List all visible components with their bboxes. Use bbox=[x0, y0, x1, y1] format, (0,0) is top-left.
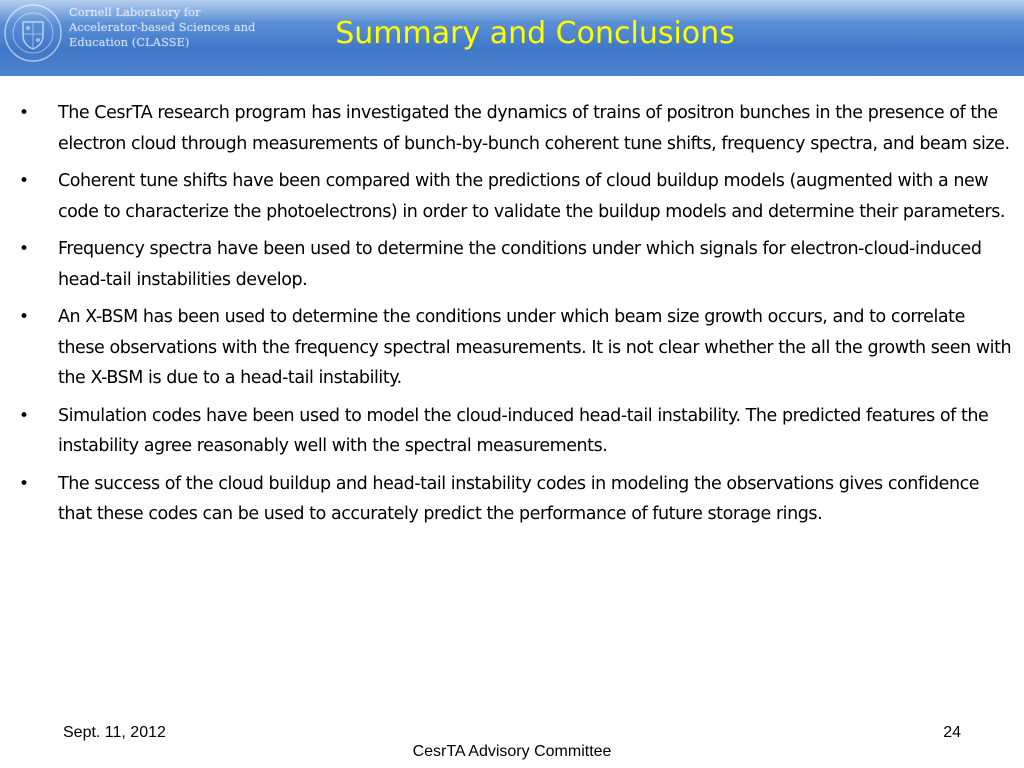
org-name bbox=[69, 5, 269, 50]
cornell-seal-logo bbox=[3, 3, 63, 63]
header-banner bbox=[0, 0, 1024, 76]
bullet-marker: • bbox=[19, 171, 29, 191]
bullet-item bbox=[0, 166, 1024, 227]
org-name-line: Cornell Laboratory for bbox=[69, 5, 201, 19]
slide-title: Summary and Conclusions bbox=[335, 16, 735, 51]
bullet-marker: • bbox=[19, 473, 29, 494]
org-name-line: Accelerator-based Sciences and bbox=[69, 20, 256, 34]
bullet-marker: • bbox=[19, 103, 29, 123]
bullet-item bbox=[0, 302, 1024, 394]
bullet-item bbox=[0, 234, 1024, 295]
bullet-text: The success of the cloud buildup and head-tail instability codes in modeling the observations gives confidence that these codes can be used to accurately predict the performance of future storage rings. bbox=[58, 473, 980, 524]
bullet-item bbox=[0, 469, 1024, 530]
footer-date: Sept. 11, 2012 bbox=[63, 724, 166, 741]
org-name-line: Education (CLASSE) bbox=[69, 35, 190, 49]
bullet-list bbox=[0, 98, 1024, 537]
bullet-text: The CesrTA research program has investigated the dynamics of trains of positron bunches in the presence of the electron cloud through measurements of bunch-by-bunch coherent tune shifts, frequency spectra, and beam size. bbox=[58, 103, 1010, 154]
bullet-text: An X-BSM has been used to determine the conditions under which beam size growth occurs, and to correlate these observations with the frequency spectral measurements. It is not clear whether the all the growth seen with the X-BSM is due to a head-tail instability. bbox=[58, 307, 1012, 388]
bullet-text: Simulation codes have been used to model the cloud-induced head-tail instability. The predicted features of the instability agree reasonably well with the spectral measurements. bbox=[58, 405, 989, 456]
footer-event: CesrTA Advisory Committee bbox=[412, 743, 612, 760]
page-number: 24 bbox=[943, 724, 961, 741]
bullet-item bbox=[0, 98, 1024, 159]
bullet-text: Coherent tune shifts have been compared with the predictions of cloud buildup models (augmented with a new code to characterize the photoelectrons) in order to validate the buildup models and determine their parameters. bbox=[58, 171, 1005, 222]
bullet-marker: • bbox=[19, 239, 29, 259]
bullet-marker: • bbox=[19, 405, 29, 426]
bullet-text: Frequency spectra have been used to determine the conditions under which signals for electron-cloud-induced head-tail instabilities develop. bbox=[58, 239, 982, 290]
bullet-marker: • bbox=[19, 307, 29, 327]
bullet-item bbox=[0, 401, 1024, 462]
